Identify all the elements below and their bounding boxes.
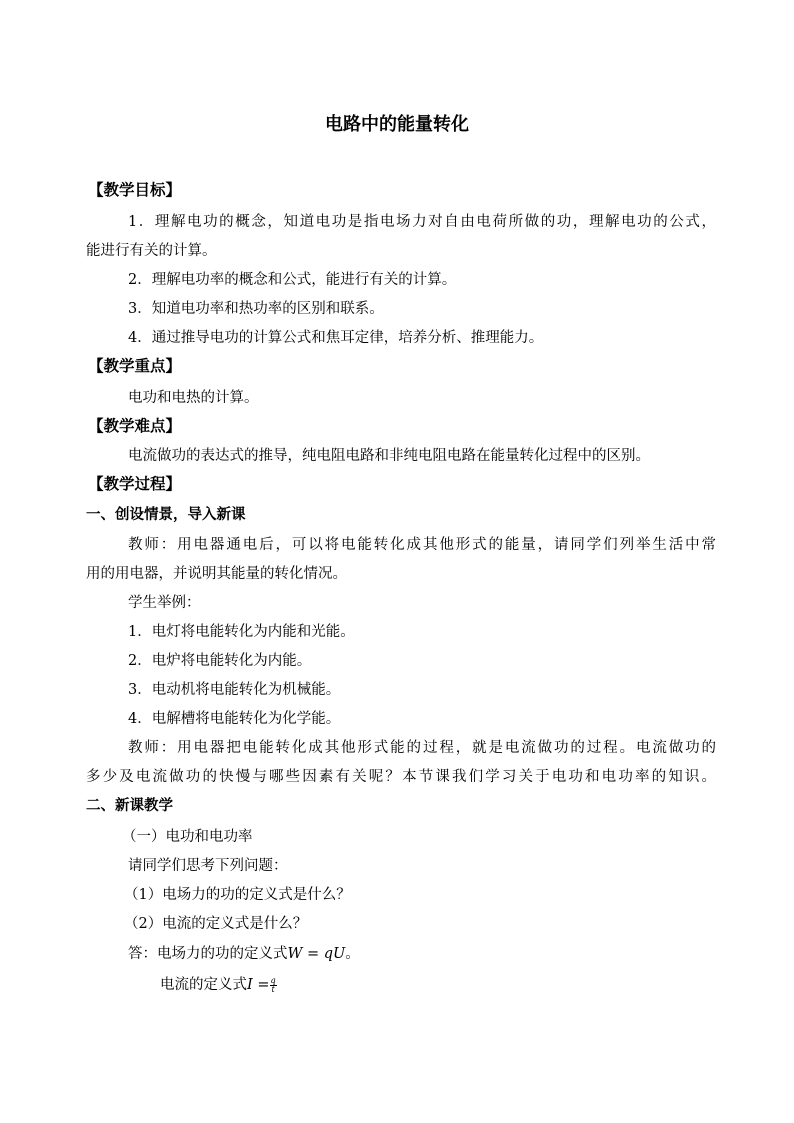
question-1: （1）电场力的功的定义式是什么？ <box>124 887 351 903</box>
teacher-transition-line-1: 教师：用电器把电能转化成其他形式能的过程，就是电流做功的过程。电流做功的 <box>128 740 716 756</box>
objective-2: 2．理解电功率的概念和公式，能进行有关的计算。 <box>128 272 457 288</box>
objective-1-line-1: 1．理解电功的概念，知道电功是指电场力对自由电荷所做的功，理解电功的公式， <box>128 214 716 230</box>
heading-process: 【教学过程】 <box>88 475 182 493</box>
objective-1-line-2: 能进行有关的计算。 <box>86 243 217 259</box>
example-1: 1．电灯将电能转化为内能和光能。 <box>128 624 355 640</box>
question-2: （2）电流的定义式是什么？ <box>124 916 308 932</box>
objective-4: 4．通过推导电功的计算公式和焦耳定律，培养分析、推理能力。 <box>128 330 544 346</box>
student-examples-label: 学生举例： <box>128 595 201 611</box>
current-formula-fraction <box>270 977 277 994</box>
teacher-transition-line-2: 多少及电流做功的快慢与哪些因素有关呢？本节课我们学习关于电功和电功率的知识。 <box>86 769 716 785</box>
current-formula-lhs: I = <box>247 977 270 993</box>
heading-objectives: 【教学目标】 <box>88 181 182 199</box>
subsection-heading: （一）电功和电功率 <box>122 829 253 845</box>
example-3: 3．电动机将电能转化为机械能。 <box>128 682 341 698</box>
example-4: 4．电解槽将电能转化为化学能。 <box>128 711 341 727</box>
key-points-text: 电功和电热的计算。 <box>128 390 259 406</box>
difficulties-text: 电流做功的表达式的推导，纯电阻电路和非纯电阻电路在能量转化过程中的区别。 <box>128 448 650 464</box>
page-title: 电路中的能量转化 <box>325 114 469 135</box>
teacher-intro-line-2: 用的用电器，并说明其能量的转化情况。 <box>86 566 347 582</box>
work-formula: W = qU <box>287 946 346 962</box>
question-prompt: 请同学们思考下列问题： <box>128 858 288 874</box>
fraction-denominator: t <box>271 984 275 994</box>
fraction-numerator: q <box>270 975 276 985</box>
example-2: 2．电炉将电能转化为内能。 <box>128 653 312 669</box>
answer-2 <box>160 975 790 995</box>
answer-1 <box>128 944 758 964</box>
heading-difficulties: 【教学难点】 <box>88 417 182 435</box>
teacher-intro-line-1: 教师：用电器通电后，可以将电能转化成其他形式的能量，请同学们列举生活中常 <box>128 537 716 553</box>
objective-3: 3．知道电功率和热功率的区别和联系。 <box>128 301 384 317</box>
answer-2-text: 电流的定义式 <box>160 977 247 993</box>
heading-key-points: 【教学重点】 <box>88 357 182 375</box>
answer-1-text: 答：电场力的功的定义式 <box>128 946 288 962</box>
section-1-heading: 一、创设情景，导入新课 <box>86 507 246 523</box>
answer-1-end: 。 <box>345 946 360 962</box>
section-2-heading: 二、新课教学 <box>86 798 173 814</box>
